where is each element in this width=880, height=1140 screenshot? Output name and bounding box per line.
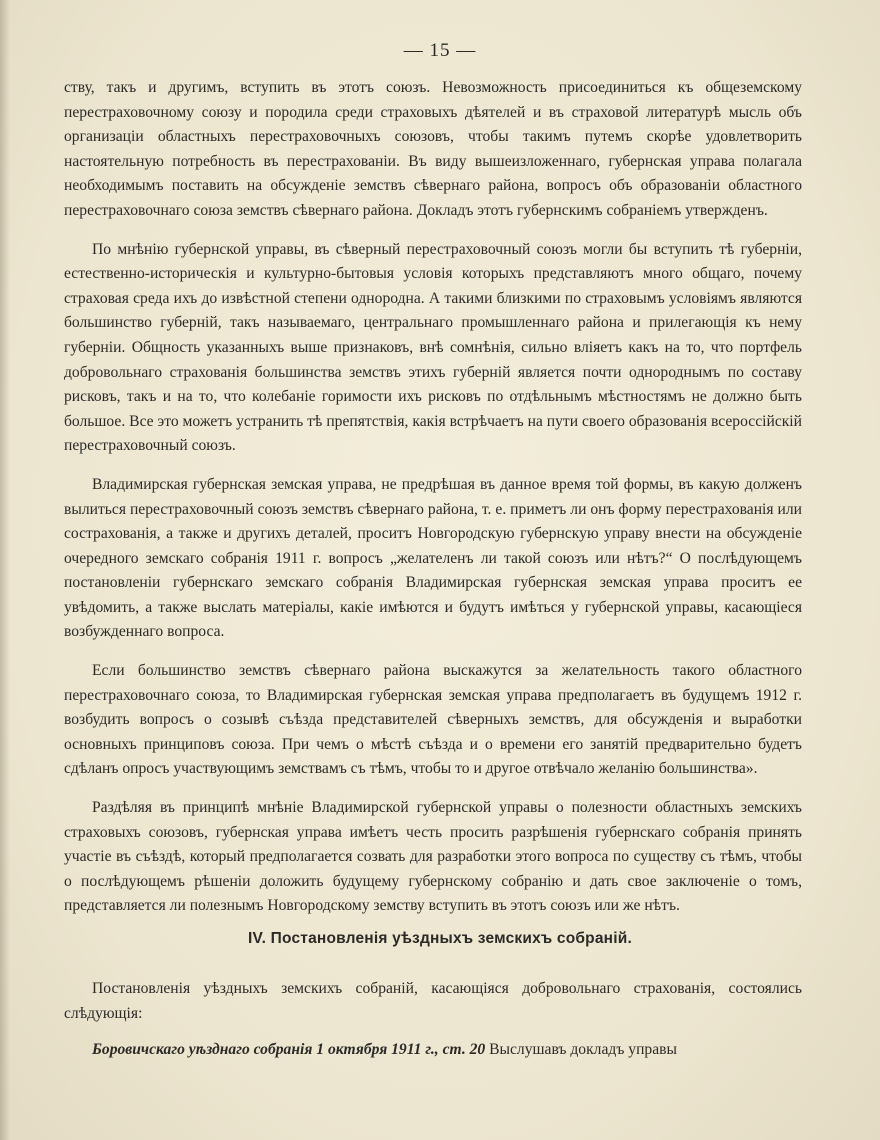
- paragraph-2: По мнѣнію губернской управы, въ сѣверный перестраховочный союзъ могли бы вступить тѣ губерніи, естественно-историческія и культурно-бытовыя условія которыхъ представляютъ много общаго, почему страховая среда ихъ до извѣстной степени однородна. А такими близкими по страховымъ условіямъ являются большинство губерній, такъ называемаго, центральнаго промышленнаго района и прилегающія къ нему губерніи. Общность указанныхъ выше признаковъ, внѣ сомнѣнія, сильно вліяетъ какъ на то, что портфель добровольнаго страхованія большинства земствъ этихъ губерній является почти однороднымъ по составу рисковъ, такъ и на то, что колебаніе горимости ихъ рисковъ по отдѣльнымъ мѣстностямъ не должно быть большое. Все это можетъ устранить тѣ препятствія, какія встрѣчаетъ на пути своего образованія всероссійскій перестраховочный союзъ.: [64, 240, 802, 455]
- paragraph-3: Владимирская губернская земская управа, не предрѣшая въ данное время той формы, въ какую долженъ вылиться перестраховочный союзъ земствъ сѣвернаго района, т. е. приметъ ли онъ форму перестрахованія или сострахованія, а также и другихъ деталей, проситъ Новгородскую губернскую управу внести на обсужденіе очередного земскаго собранія 1911 г. вопросъ „желателенъ ли такой союзъ или нѣтъ?“ О послѣдующемъ постановленіи губернскаго земскаго собранія Владимирская губернская земская управа проситъ ее увѣдомить, а также выслать матеріалы, какіе имѣются и будутъ имѣться у губернской управы, касающіеся возбужденнаго вопроса.: [64, 475, 802, 641]
- entry-text: Выслушавъ докладъ управы: [485, 1041, 677, 1059]
- page-number: — 15 —: [403, 40, 477, 61]
- section-heading: IV. Постановленія уѣздныхъ земскихъ собраній.: [248, 930, 632, 947]
- page-edge-shadow: [0, 0, 10, 1140]
- paragraph-gap: [64, 224, 802, 238]
- entry-title: Боровичскаго уѣзднаго собранія 1 октября 1911 г., ст. 20: [92, 1041, 486, 1059]
- paragraph-4: Если большинство земствъ сѣвернаго района выскажутся за желательность такого областного перестраховочнаго союза, то Владимирская губернская земская управа предполагаетъ въ будущемъ 1912 г. возбудить вопросъ о созывѣ съѣзда представителей сѣверныхъ земствъ, для обсужденія и выработки основныхъ принциповъ союза. При чемъ о мѣстѣ съѣзда и о времени его занятій предварительно будетъ сдѣланъ опросъ участвующимъ земствамъ съ тѣмъ, чтобы то и другое отвѣчало желанію большинства».: [64, 662, 802, 778]
- paragraph-gap: [64, 782, 802, 796]
- body-text: [64, 76, 802, 919]
- section-intro: Постановленія уѣздныхъ земскихъ собраній, касающіяся добровольнаго страхованія, состоялись слѣдующія:: [64, 980, 802, 1022]
- section-body: [64, 977, 802, 1063]
- section-entry: [64, 1038, 802, 1063]
- paragraph-1: ству, такъ и другимъ, вступить въ этотъ союзъ. Невозможность присоединиться къ общеземскому перестраховочному союзу и породила среди страховыхъ дѣятелей и въ страховой литературѣ мысль объ организаціи областныхъ перестраховочныхъ союзовъ, чтобы такимъ путемъ скорѣе удовлетворить настоятельную потребность въ перестрахованіи. Въ виду вышеизложеннаго, губернская управа полагала необходимымъ поставить на обсужденіе земствъ сѣвернаго района, вопросъ объ образованіи областного перестраховочнаго союза земствъ сѣвернаго района. Докладъ этотъ губернскимъ собраніемъ утвержденъ.: [64, 79, 802, 219]
- paragraph-gap: [64, 645, 802, 659]
- paragraph-5: Раздѣляя въ принципѣ мнѣніе Владимирской губернской управы о полезности областныхъ земскихъ страховыхъ союзовъ, губернская управа имѣетъ честь просить разрѣшенія губернскаго собранія принять участіе въ съѣздѣ, который предполагается созвать для разработки этого вопроса по существу съ тѣмъ, чтобы о послѣдующемъ рѣшеніи доложить будущему губернскому собранію и дать свое заключеніе о томъ, представляется ли полезнымъ Новгородскому земству вступить въ этотъ союзъ или же нѣтъ.: [64, 799, 802, 915]
- paragraph-gap: [64, 459, 802, 473]
